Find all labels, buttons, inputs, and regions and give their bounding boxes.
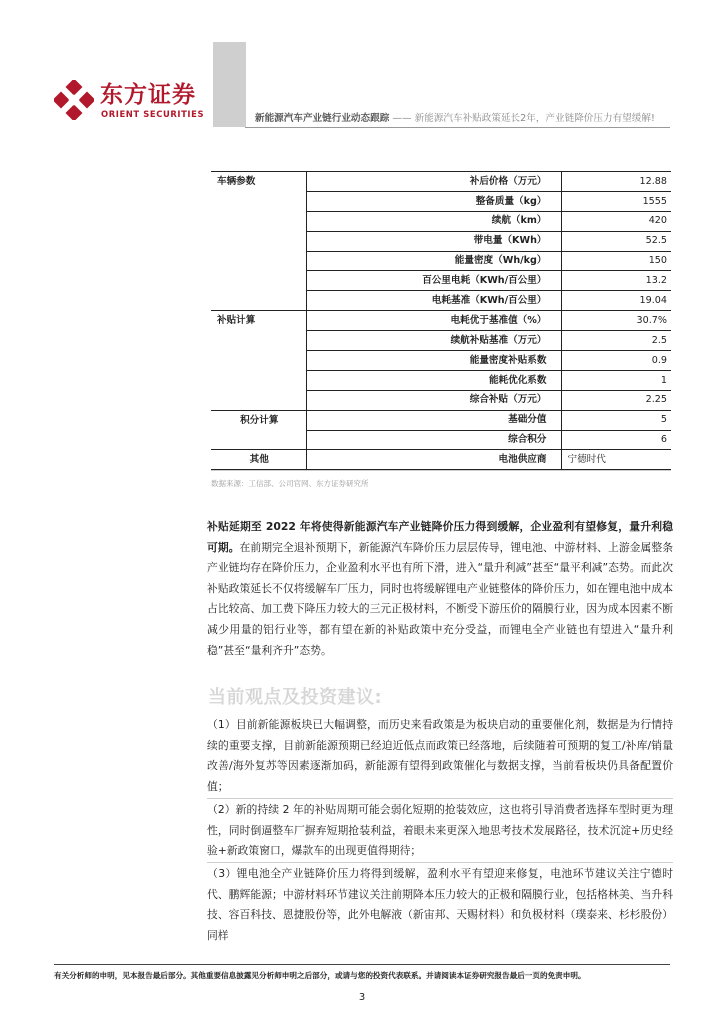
header-decoration-strip <box>213 42 246 127</box>
param-label: 能量密度（Wh/kg） <box>306 251 561 271</box>
param-label: 综合补贴（万元） <box>306 390 561 410</box>
paragraph-divider <box>207 862 673 863</box>
param-label: 百公里电耗（KWh/百公里） <box>306 271 561 291</box>
param-value: 19.04 <box>561 291 671 311</box>
paragraph-lead: 补贴延期至 2022 年将使得新能源汽车产业链降价压力得到缓解，企业盈利有望修复，量升利稳可期。 <box>207 520 673 554</box>
report-subtitle: 新能源汽车补贴政策延长2年，产业链降价压力有望缓解! <box>414 113 655 124</box>
param-value: 1 <box>561 370 671 390</box>
table-row <box>211 430 671 450</box>
table-row <box>211 390 671 410</box>
param-value: 6 <box>561 430 671 450</box>
group-label <box>211 291 306 311</box>
param-label: 能耗优化系数 <box>306 370 561 390</box>
page-number: 3 <box>358 992 366 1003</box>
report-type: 新能源汽车产业链行业动态跟踪 <box>255 113 390 124</box>
footer-disclaimer: 有关分析师的申明，见本报告最后部分。其他重要信息披露见分析师申明之后部分，或请与您的投资代表联系。并请阅读本证券研究报告最后一页的免责申明。 <box>54 971 586 980</box>
param-value: 1555 <box>561 191 671 211</box>
group-label <box>211 331 306 351</box>
group-label: 补贴计算 <box>211 311 306 331</box>
group-label <box>211 271 306 291</box>
group-label <box>211 251 306 271</box>
param-value: 30.7% <box>561 311 671 331</box>
param-value: 2.5 <box>561 331 671 351</box>
param-label: 电耗基准（KWh/百公里） <box>306 291 561 311</box>
group-label <box>211 390 306 410</box>
table-row <box>211 172 671 192</box>
table-row <box>211 311 671 331</box>
table-row <box>211 251 671 271</box>
param-label: 续航补贴基准（万元） <box>306 331 561 351</box>
table-source-note: 数据来源：工信部、公司官网、东方证券研究所 <box>211 470 671 489</box>
footer-rule <box>54 964 670 965</box>
table-row <box>211 211 671 231</box>
investment-point-3: （3）锂电池全产业链降价压力将得到缓解，盈利水平有望迎来修复，电池环节建议关注宁德时代、鹏辉能源；中游材料环节建议关注前期降本压力较大的正极和隔膜行业，包括格林美、当升科技、容百科技、恩捷股份等，此外电解液（新宙邦、天赐材料）和负极材料（璞泰来、杉杉股份）同样 <box>207 867 673 942</box>
logo-english-name: ORIENT SECURITIES <box>101 109 205 119</box>
param-label: 整备质量（kg） <box>306 191 561 211</box>
param-label: 电耗优于基准值（%） <box>306 311 561 331</box>
logo-chinese-name: 东方证券 <box>100 82 196 108</box>
group-label: 其他 <box>211 450 306 470</box>
table-row <box>211 351 671 371</box>
param-value: 5 <box>561 410 671 430</box>
group-label <box>211 351 306 371</box>
paragraph-text: 在前期完全退补预期下，新能源汽车降价压力层层传导，锂电池、中游材料、上游金属整条产业链均存在降价压力，企业盈利水平也有所下滑，进入“量升利减”甚至“量平利减”态势。而此次补贴政策延长不仅将缓解车厂压力，同时也将缓解锂电产业链整体的降价压力，如在锂电池中成本占比较高、加工费下降压力较大的三元正极材料，不断受下游压价的隔膜行业，因为成本因素不断减少用量的铝行业等，都有望在新的补贴政策中充分受益，而锂电全产业链也有望进入“量升利稳”甚至“量利齐升”态势。 <box>207 540 673 657</box>
group-label <box>211 211 306 231</box>
section-heading: 当前观点及投资建议: <box>208 687 383 708</box>
param-label: 综合积分 <box>306 430 561 450</box>
subsidy-calculation-table <box>211 171 671 470</box>
investment-point-1: （1）目前新能源板块已大幅调整，而历史来看政策是为板块启动的重要催化剂，数据是为行情持续的重要支撑，目前新能源预期已经迫近低点而政策已经落地，后续随着可预期的复工/补库/销量改善/海外复苏等因素逐渐加码，新能源有望得到政策催化与数据支撑，当前看板块仍具备配置价值； <box>207 718 673 793</box>
group-label <box>211 370 306 390</box>
param-label: 续航（km） <box>306 211 561 231</box>
param-value: 2.25 <box>561 390 671 410</box>
group-label <box>211 231 306 251</box>
table-row <box>211 410 671 430</box>
body-paragraph-1 <box>207 517 673 661</box>
param-value: 0.9 <box>561 351 671 371</box>
group-label <box>211 430 306 450</box>
param-value: 52.5 <box>561 231 671 251</box>
table-row <box>211 231 671 251</box>
param-label: 补后价格（万元） <box>306 172 561 192</box>
group-label: 积分计算 <box>211 410 306 430</box>
table-row <box>211 291 671 311</box>
param-value: 13.2 <box>561 271 671 291</box>
company-logo <box>54 80 204 120</box>
param-label: 电池供应商 <box>306 450 561 470</box>
header-rule <box>245 127 670 128</box>
param-label: 基础分值 <box>306 410 561 430</box>
table-row <box>211 191 671 211</box>
table-row <box>211 331 671 351</box>
group-label <box>211 191 306 211</box>
param-label: 带电量（KWh） <box>306 231 561 251</box>
param-value: 宁德时代 <box>561 450 671 470</box>
table-row <box>211 271 671 291</box>
header-separator: —— <box>389 113 415 124</box>
param-label: 能量密度补贴系数 <box>306 351 561 371</box>
param-value: 420 <box>561 211 671 231</box>
param-value: 12.88 <box>561 172 671 192</box>
param-value: 150 <box>561 251 671 271</box>
paragraph-divider <box>207 798 673 799</box>
orient-logo-icon <box>54 80 94 120</box>
running-header <box>255 110 655 124</box>
table-row <box>211 370 671 390</box>
group-label: 车辆参数 <box>211 172 306 192</box>
investment-point-2: （2）新的持续 2 年的补贴周期可能会弱化短期的抢装效应，这也将引导消费者选择车型时更为理性，同时倒逼整车厂摒弃短期抢装利益，着眼未来更深入地思考技术发展路径，技术沉淀+历史经验+新政策窗口，爆款车的出现更值得期待； <box>207 803 673 858</box>
table-row <box>211 450 671 470</box>
